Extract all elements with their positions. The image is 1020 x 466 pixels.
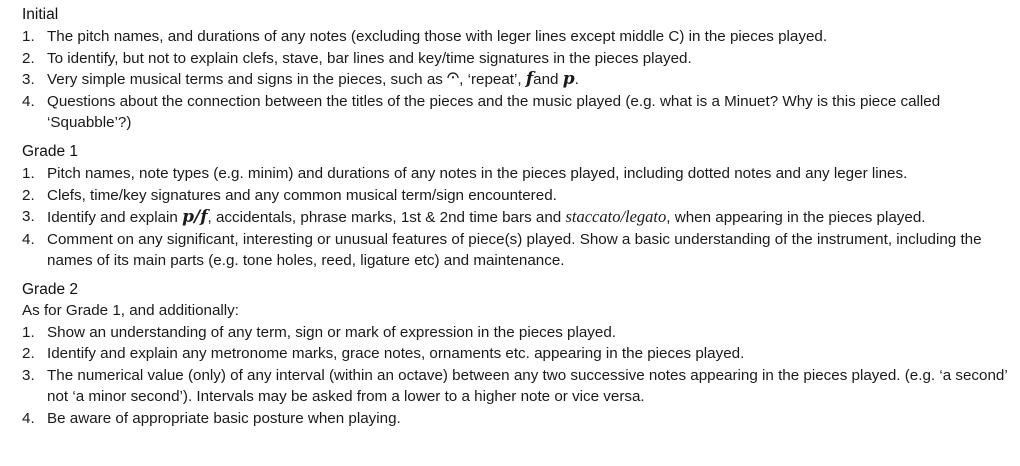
- item-text: To identify, but not to explain clefs, stave, bar lines and key/time signatures in the pieces played.: [47, 49, 692, 67]
- fermata-icon: [447, 70, 459, 79]
- list-item: [22, 343, 1012, 365]
- item-text: The pitch names, and durations of any notes (excluding those with leger lines except middle C) in the pieces played.: [47, 28, 828, 45]
- item-text: Clefs, time/key signatures and any common musical term/sign encountered.: [47, 186, 557, 204]
- item-text: Show an understanding of any term, sign or mark of expression in the pieces played.: [47, 323, 617, 341]
- list-item: [22, 322, 1012, 344]
- item-number: 1.: [22, 164, 35, 182]
- item-number: 4.: [22, 230, 35, 248]
- grade-2-list: [22, 322, 1012, 430]
- item-number: 2.: [22, 49, 35, 67]
- item-number: 4.: [22, 92, 35, 110]
- initial-list: [22, 26, 1012, 134]
- item-number: 4.: [22, 409, 35, 427]
- item-number: 2.: [22, 345, 35, 363]
- section-grade-1: [22, 141, 1012, 272]
- item-number: 3.: [22, 366, 35, 384]
- list-item: [22, 229, 1012, 272]
- item-text: Identify and explain any metronome marks, grace notes, ornaments etc. appearing in the pieces played.: [47, 345, 745, 363]
- item-text: Comment on any significant, interesting or unusual features of piece(s) played. Show a basic understanding of the instrument, including the names of its main parts (e.g. tone holes, reed, ligature etc) and maintenance.: [47, 230, 982, 270]
- forte-sign: f: [525, 69, 534, 90]
- item-text: .: [574, 71, 579, 89]
- list-item: [22, 69, 1012, 91]
- item-text: Questions about the connection between the titles of the pieces and the music played (e.g. what is a Minuet? Why is this piece called ‘Squabble’?): [47, 92, 941, 132]
- item-number: 3.: [22, 208, 35, 226]
- list-item: [22, 185, 1012, 207]
- section-heading-grade-2: Grade 2: [22, 280, 79, 298]
- list-item: [22, 26, 1012, 48]
- piano-sign: p: [562, 69, 575, 90]
- item-text: , ‘repeat’,: [459, 71, 526, 89]
- section-heading-initial: Initial: [22, 6, 59, 23]
- item-text: Very simple musical terms and signs in the pieces, such as: [47, 71, 448, 89]
- staccato-legato-term: staccato/legato: [565, 207, 667, 227]
- item-number: 2.: [22, 186, 35, 204]
- list-item: [22, 365, 1012, 408]
- item-number: 3.: [22, 71, 35, 89]
- section-heading-grade-1: Grade 1: [22, 142, 79, 160]
- piano-forte-sign: p/f: [182, 207, 208, 228]
- item-text: The numerical value (only) of any interval (within an octave) between any two successive notes appearing in the pieces played. (e.g. ‘a second’ not ‘a minor second’). Intervals may be asked from a lower to a higher note or vice versa.: [47, 366, 1008, 406]
- section-grade-2: [22, 279, 1012, 430]
- grade-1-list: [22, 163, 1012, 272]
- item-text: and: [533, 71, 563, 89]
- grade-2-intro: As for Grade 1, and additionally:: [22, 301, 239, 319]
- list-item: [22, 48, 1012, 70]
- list-item: [22, 408, 1012, 430]
- item-text: , when appearing in the pieces played.: [666, 209, 926, 227]
- list-item: [22, 163, 1012, 185]
- item-text: Identify and explain: [47, 209, 183, 227]
- item-number: 1.: [22, 323, 35, 341]
- item-number: 1.: [22, 28, 35, 45]
- list-item: [22, 206, 1012, 229]
- item-text: , accidentals, phrase marks, 1st & 2nd time bars and: [207, 209, 566, 227]
- item-text: Pitch names, note types (e.g. minim) and durations of any notes in the pieces played, including dotted notes and any leger lines.: [47, 164, 908, 182]
- item-text: Be aware of appropriate basic posture when playing.: [47, 409, 401, 427]
- list-item: [22, 91, 1012, 134]
- section-initial: [22, 4, 1012, 134]
